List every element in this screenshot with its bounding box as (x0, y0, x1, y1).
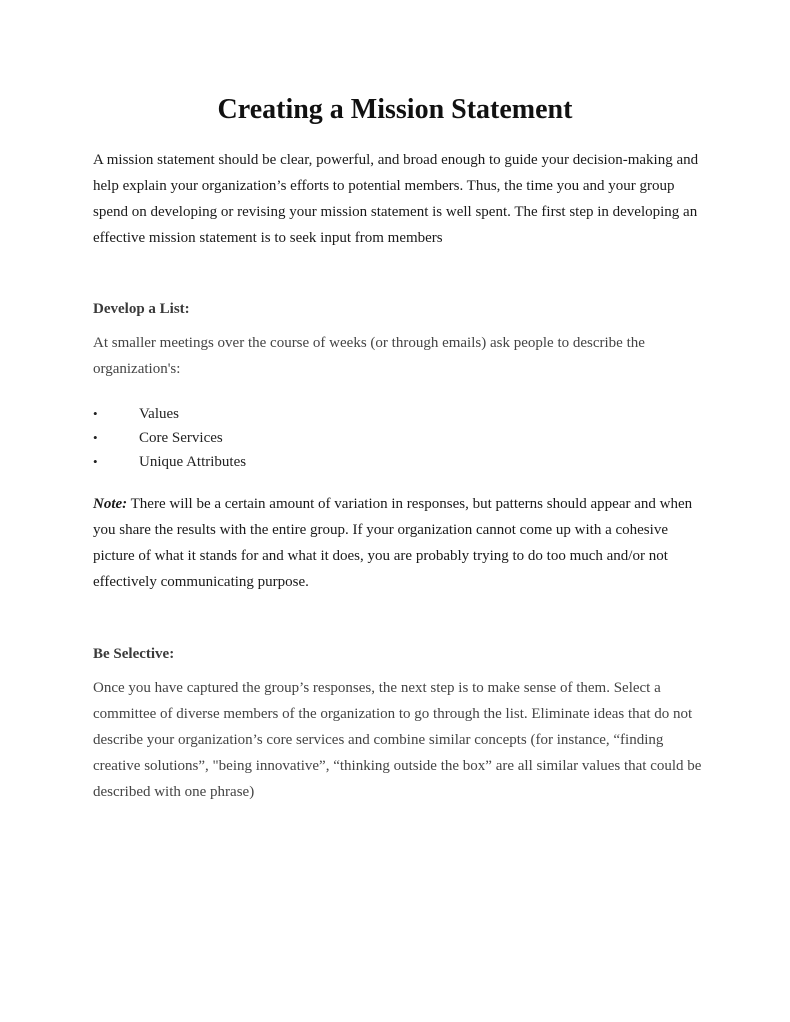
page-title: Creating a Mission Statement (217, 94, 573, 125)
be-selective-paragraph: Once you have captured the group’s responses, the next step is to make sense of them. Select a committee of diverse members of the organization to go through the list. Eliminate ideas that do not describe your organization’s core services and combine similar concepts (for instance, “finding creative solutions”, "being innovative”, “thinking outside the box” are all similar values that could be described with one phrase) (93, 680, 702, 800)
note-label: Note: (93, 496, 128, 512)
develop-list-paragraph: At smaller meetings over the course of weeks (or through emails) ask people to describe the organization's: (93, 335, 645, 377)
intro-paragraph: A mission statement should be clear, powerful, and broad enough to guide your decision-making and help explain your organization’s efforts to potential members. Thus, the time you and your group spend on developing or revising your mission statement is well spent. The first step in developing an effective mission statement is to seek input from members (93, 152, 699, 246)
bullet-icon: • (93, 430, 98, 445)
note-paragraph (93, 491, 713, 595)
note-text: There will be a certain amount of variation in responses, but patterns should appear and when you share the results with the entire group. If your organization cannot come up with a cohesive picture of what it stands for and what it does, you are probably trying to do too much and/or not effectively communicating purpose. (93, 496, 693, 590)
bullet-icon: • (93, 454, 98, 469)
list-item-label: Values (139, 406, 179, 422)
section-heading-be-selective: Be Selective: (93, 646, 175, 662)
list-item-label: Unique Attributes (139, 454, 247, 470)
bullet-icon: • (93, 406, 98, 421)
section-heading-develop-list: Develop a List: (93, 301, 190, 317)
list-item-label: Core Services (139, 430, 223, 446)
